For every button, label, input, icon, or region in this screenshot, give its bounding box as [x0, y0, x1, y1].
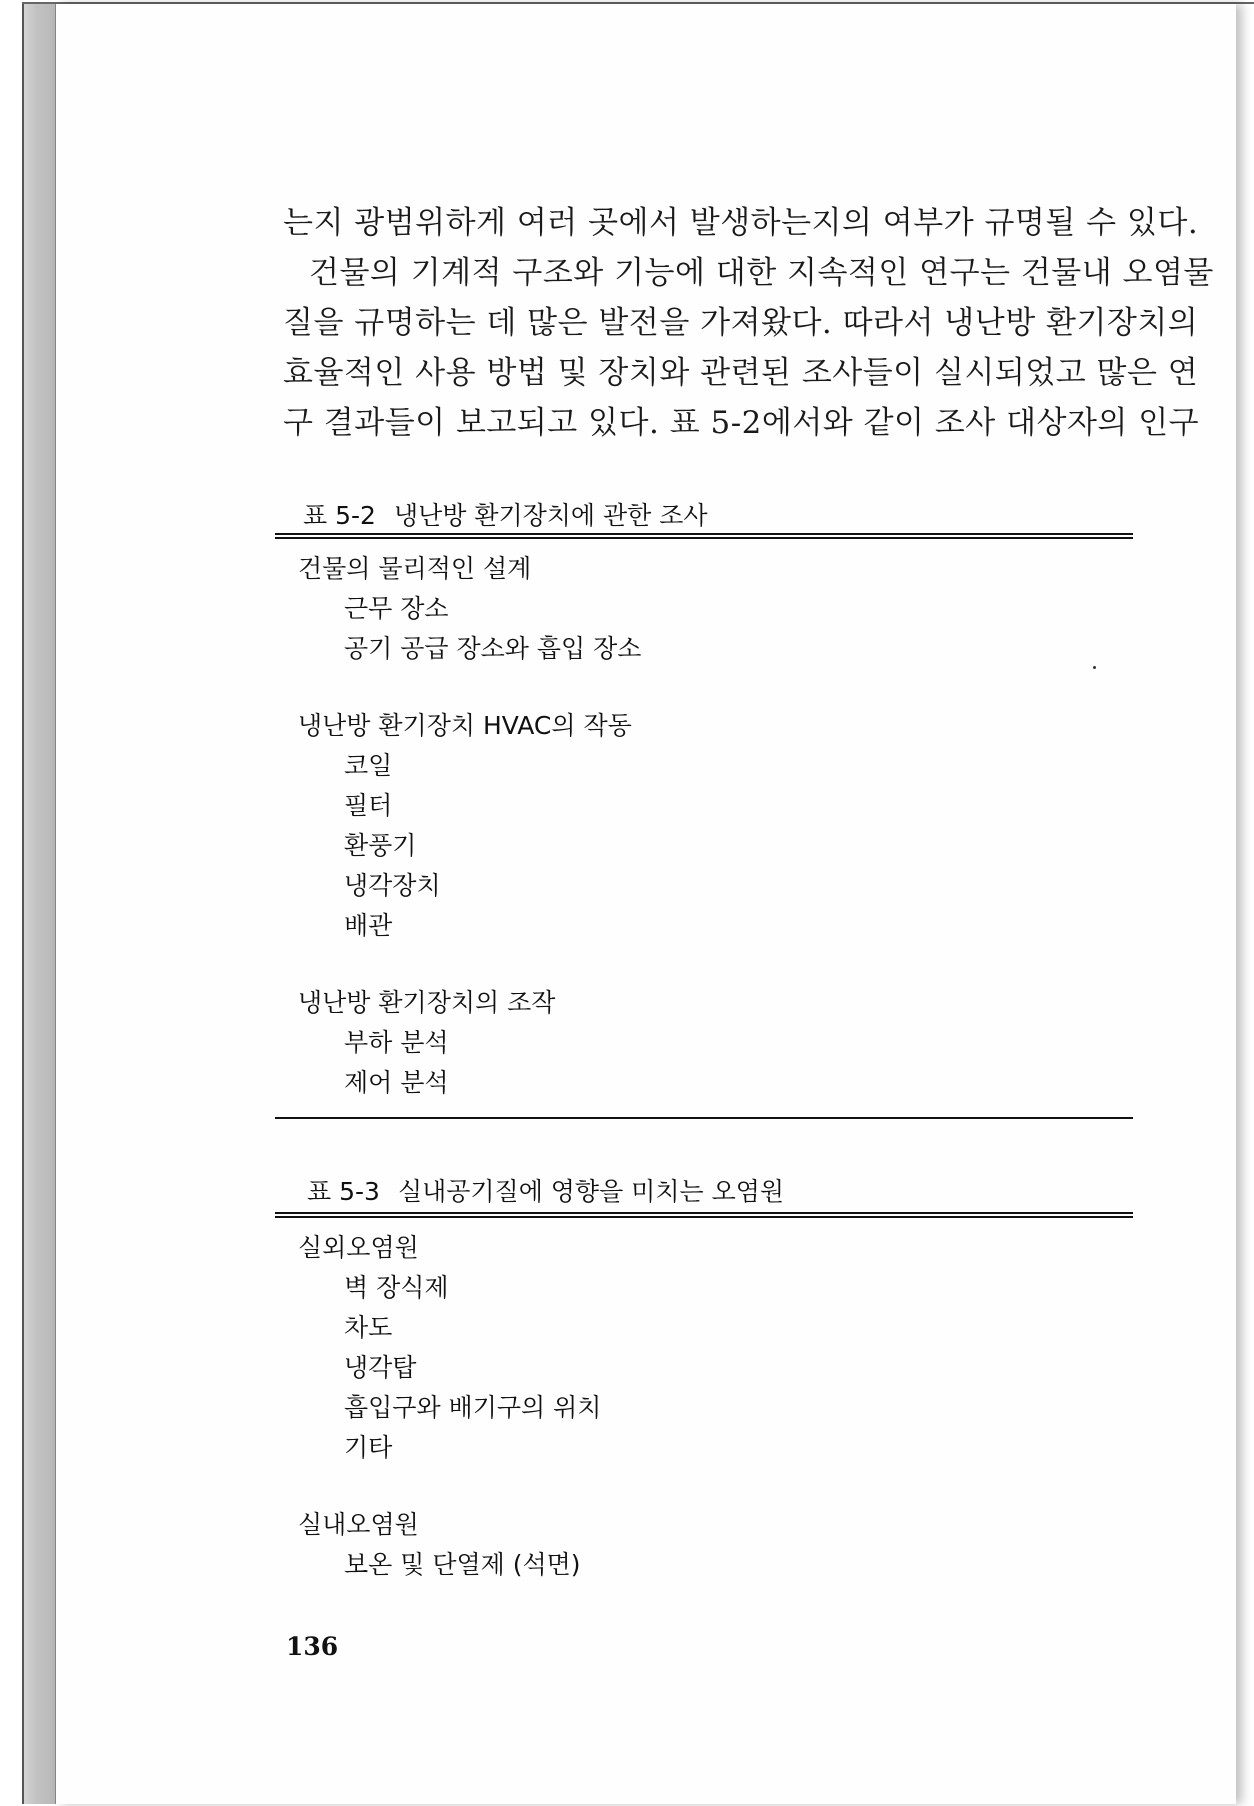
table-5-2-bottom-rule	[275, 1117, 1133, 1119]
body-line-3: 질을 규명하는 데 많은 발전을 가져왔다. 따라서 냉난방 환기장치의	[283, 305, 1199, 341]
table-5-2-item: 제어 분석	[344, 1068, 449, 1097]
table-5-3-item: 벽 장식제	[344, 1273, 449, 1302]
table-5-3-body	[298, 1228, 601, 1585]
body-line-2: 건물의 기계적 구조와 기능에 대한 지속적인 연구는 건물내 오염물	[309, 255, 1214, 291]
table-5-2-top-rule	[275, 533, 1133, 539]
table-5-3-group-title: 실내오염원	[298, 1510, 419, 1539]
table-5-3-caption	[307, 1172, 784, 1208]
table-5-3-group-title: 실외오염원	[298, 1233, 419, 1262]
table-5-2-group-title: 냉난방 환기장치 HVAC의 작동	[298, 711, 632, 740]
table-5-3-number: 표 5-3	[307, 1177, 380, 1206]
table-5-2-body	[298, 549, 641, 1103]
table-5-3-item: 냉각탑	[344, 1353, 417, 1382]
table-5-2-item: 필터	[344, 791, 393, 820]
table-5-2-caption	[303, 496, 708, 532]
table-5-3-item: 차도	[344, 1313, 393, 1342]
table-5-2-item: 환풍기	[344, 831, 417, 860]
body-line-1: 는지 광범위하게 여러 곳에서 발생하는지의 여부가 규명될 수 있다.	[283, 205, 1199, 241]
table-5-3-item: 보온 및 단열제 (석면)	[344, 1550, 581, 1579]
table-5-2-number: 표 5-2	[303, 501, 376, 530]
table-5-2-item: 냉각장치	[344, 871, 441, 900]
table-5-2-item: 코일	[344, 751, 393, 780]
table-5-2-title: 냉난방 환기장치에 관한 조사	[393, 501, 708, 530]
book-spine-edge	[22, 4, 56, 1804]
table-5-2-group-title: 건물의 물리적인 설계	[298, 554, 532, 583]
body-line-5: 구 결과들이 보고되고 있다. 표 5-2에서와 같이 조사 대상자의 인구	[283, 405, 1200, 441]
table-5-3-title: 실내공기질에 영향을 미치는 오염원	[397, 1177, 785, 1206]
table-5-3-item: 기타	[344, 1433, 393, 1462]
table-5-2-item: 배관	[344, 911, 393, 940]
body-paragraph	[283, 198, 1214, 448]
table-5-2-item: 근무 장소	[344, 594, 449, 623]
table-5-3-item: 흡입구와 배기구의 위치	[344, 1393, 602, 1422]
table-5-2-group-title: 냉난방 환기장치의 조작	[298, 988, 556, 1017]
table-5-2-item: 공기 공급 장소와 흡입 장소	[344, 634, 642, 663]
table-5-2-item: 부하 분석	[344, 1028, 449, 1057]
body-line-4: 효율적인 사용 방법 및 장치와 관련된 조사들이 실시되었고 많은 연	[283, 355, 1199, 391]
scan-speck	[1093, 666, 1096, 669]
page-number: 136	[286, 1632, 339, 1661]
table-5-3-top-rule	[275, 1212, 1133, 1218]
